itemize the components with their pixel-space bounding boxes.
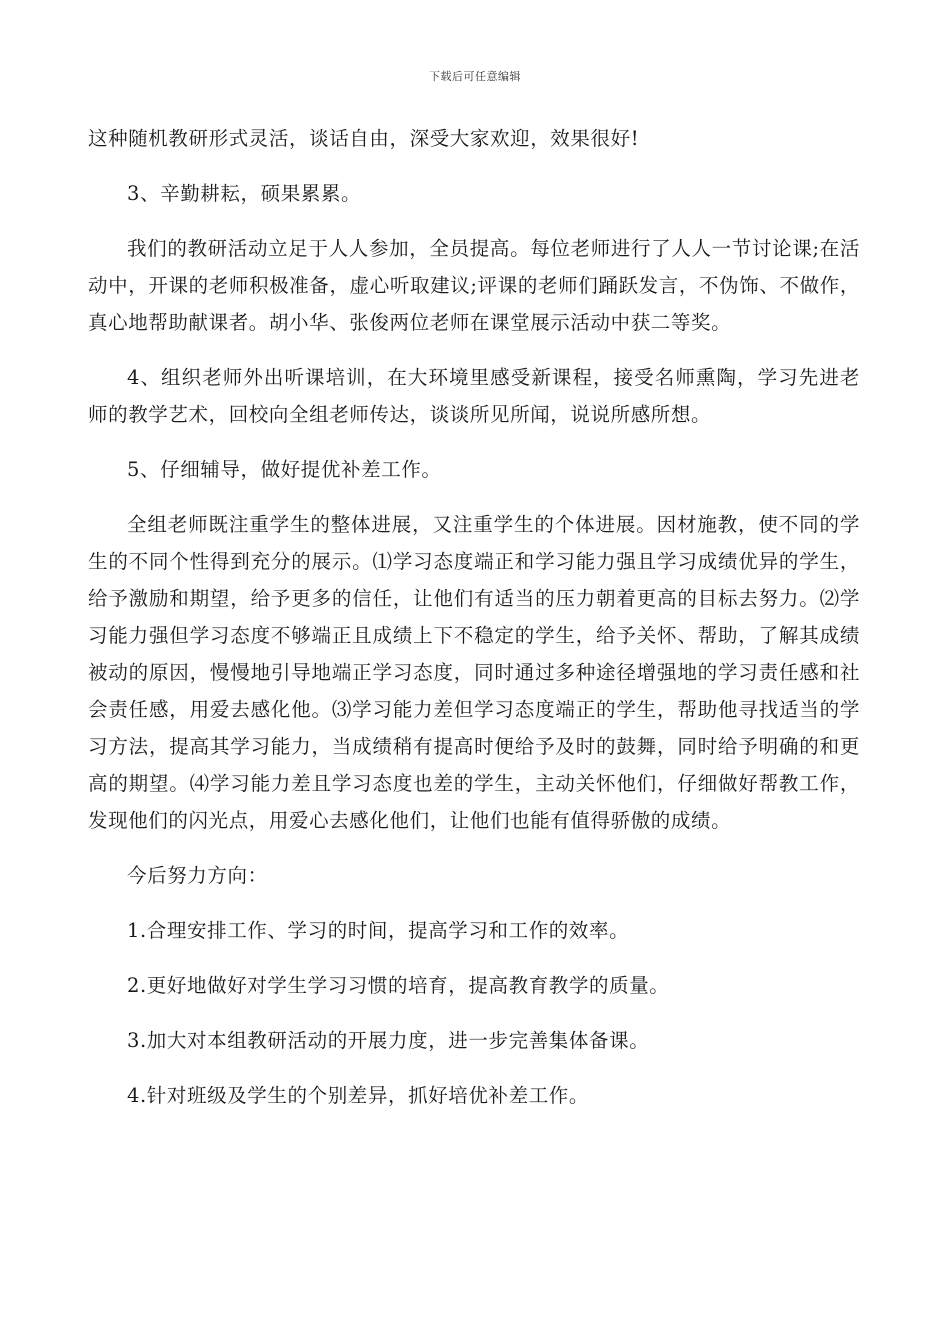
future-item-1: 1.合理安排工作、学习的时间，提高学习和工作的效率。 bbox=[127, 919, 630, 942]
section-item-4: 4、组织老师外出听课培训，在大环境里感受新课程，接受名师熏陶，学习先进老师的教学艺术，回校向全组老师传达，谈谈所见所闻，说说所感所想。 bbox=[88, 366, 860, 426]
section-heading-5: 5、仔细辅导，做好提优补差工作。 bbox=[127, 458, 442, 481]
paragraph-continuation: 这种随机教研形式灵活，谈话自由，深受大家欢迎，效果很好! bbox=[88, 127, 640, 150]
page-header: 下载后可任意编辑 bbox=[429, 70, 521, 83]
future-item-2: 2.更好地做好对学生学习习惯的培育，提高教育教学的质量。 bbox=[127, 974, 670, 997]
document-body bbox=[88, 120, 860, 1132]
section-heading-3: 3、辛勤耕耘，硕果累累。 bbox=[127, 182, 362, 205]
paragraph-teaching-research: 我们的教研活动立足于人人参加，全员提高。每位老师进行了人人一节讨论课;在活动中，开课的老师积极准备，虚心听取建议;评课的老师们踊跃发言，不伪饰、不做作，真心地帮助献课者。胡小华、张俊两位老师在课堂展示活动中获二等奖。 bbox=[88, 237, 860, 334]
paragraph-student-tutoring: 全组老师既注重学生的整体进展，又注重学生的个体进展。因材施教，使不同的学生的不同个性得到充分的展示。⑴学习态度端正和学习能力强且学习成绩优异的学生，给予激励和期望，给予更多的信任，让他们有适当的压力朝着更高的目标去努力。⑵学习能力强但学习态度不够端正且成绩上下不稳定的学生，给予关怀、帮助，了解其成绩被动的原因，慢慢地引导地端正学习态度，同时通过多种途径增强地的学习责任感和社会责任感，用爱去感化他。⑶学习能力差但学习态度端正的学生，帮助他寻找适当的学习方法，提高其学习能力，当成绩稍有提高时便给予及时的鼓舞，同时给予明确的和更高的期望。⑷学习能力差且学习态度也差的学生，主动关怀他们，仔细做好帮教工作，发现他们的闪光点，用爱心去感化他们，让他们也能有值得骄傲的成绩。 bbox=[88, 513, 860, 832]
future-item-4: 4.针对班级及学生的个别差异，抓好培优补差工作。 bbox=[127, 1084, 590, 1107]
future-item-3: 3.加大对本组教研活动的开展力度，进一步完善集体备课。 bbox=[127, 1029, 650, 1052]
future-direction-heading: 今后努力方向： bbox=[127, 864, 268, 887]
